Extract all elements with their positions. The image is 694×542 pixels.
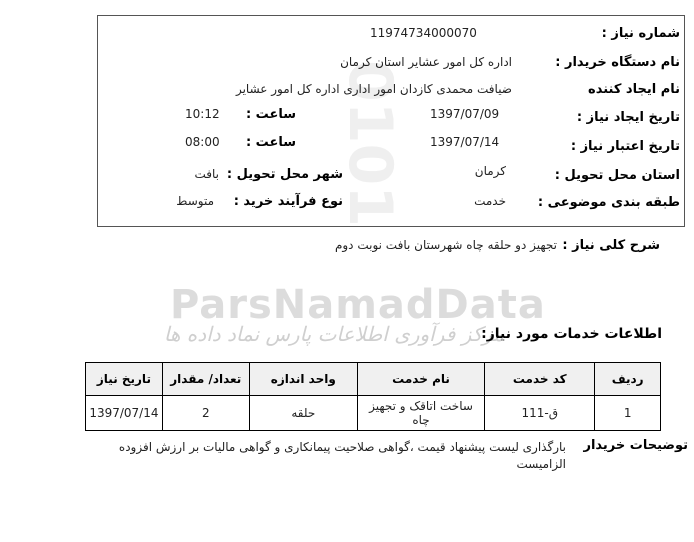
buyer-notes-label: توضیحات خریدار [583,438,688,453]
city-value: بافت [194,167,219,181]
province-label: استان محل تحویل : [554,168,680,183]
col-header-service-name: نام خدمت [357,363,484,396]
created-time-label: ساعت : [245,107,296,122]
col-header-row-no: ردیف [595,363,661,396]
need-number-label: شماره نیاز : [601,26,680,41]
col-header-unit: واحد اندازه [249,363,357,396]
process-label: نوع فرآیند خرید : [233,194,343,209]
valid-date-value: 1397/07/14 [430,135,500,149]
services-title: اطلاعات خدمات مورد نیاز: [481,326,662,342]
buyer-org-value: اداره کل امور عشایر استان کرمان [340,55,512,69]
process-value: متوسط [176,194,214,208]
table-row [86,396,661,431]
city-label: شهر محل تحویل : [226,167,343,182]
col-header-need-date: تاریخ نیاز [86,363,163,396]
creator-value: ضیافت محمدی کازدان امور اداری اداره کل امور عشایر [235,82,512,96]
table-header-row [86,363,661,396]
services-table [85,362,661,431]
need-number-value: 11974734000070 [370,26,477,40]
province-value: کرمان [474,164,506,178]
cell-service-code: ق-111 [485,396,595,431]
cell-need-date: 1397/07/14 [86,396,163,431]
watermark-tagline: مرکز فرآوری اطلاعات پارس نماد داده ها [163,322,504,346]
category-label: طبقه بندی موضوعی : [537,195,680,210]
buyer-notes-line1: بارگذاری لیست پیشنهاد قیمت ،گواهی صلاحیت پیمانکاری و گواهی مالیات بر ارزش افزوده [118,440,566,454]
created-date-label: تاریخ ایجاد نیاز : [576,110,680,125]
watermark-digits: 0101 [335,60,405,227]
cell-row-no: 1 [595,396,661,431]
col-header-service-code: کد خدمت [485,363,595,396]
cell-service-name: ساخت اتاقک و تجهیز چاه [357,396,484,431]
cell-quantity: 2 [162,396,249,431]
valid-time-value: 08:00 [185,135,220,149]
created-date-value: 1397/07/09 [430,107,500,121]
buyer-org-label: نام دستگاه خریدار : [555,55,680,70]
valid-date-label: تاریخ اعتبار نیاز : [570,139,680,154]
created-time-value: 10:12 [185,107,220,121]
watermark-brand: ParsNamadData [170,282,546,328]
description-value: تجهیز دو حلقه چاه شهرستان بافت نوبت دوم [334,238,557,252]
valid-time-label: ساعت : [245,135,296,150]
description-label: شرح کلی نیاز : [562,238,660,253]
category-value: خدمت [474,194,506,208]
buyer-notes-line2: الزامیست [516,457,566,471]
col-header-quantity: تعداد/ مقدار [162,363,249,396]
cell-unit: حلقه [249,396,357,431]
creator-label: نام ایجاد کننده [588,82,680,97]
